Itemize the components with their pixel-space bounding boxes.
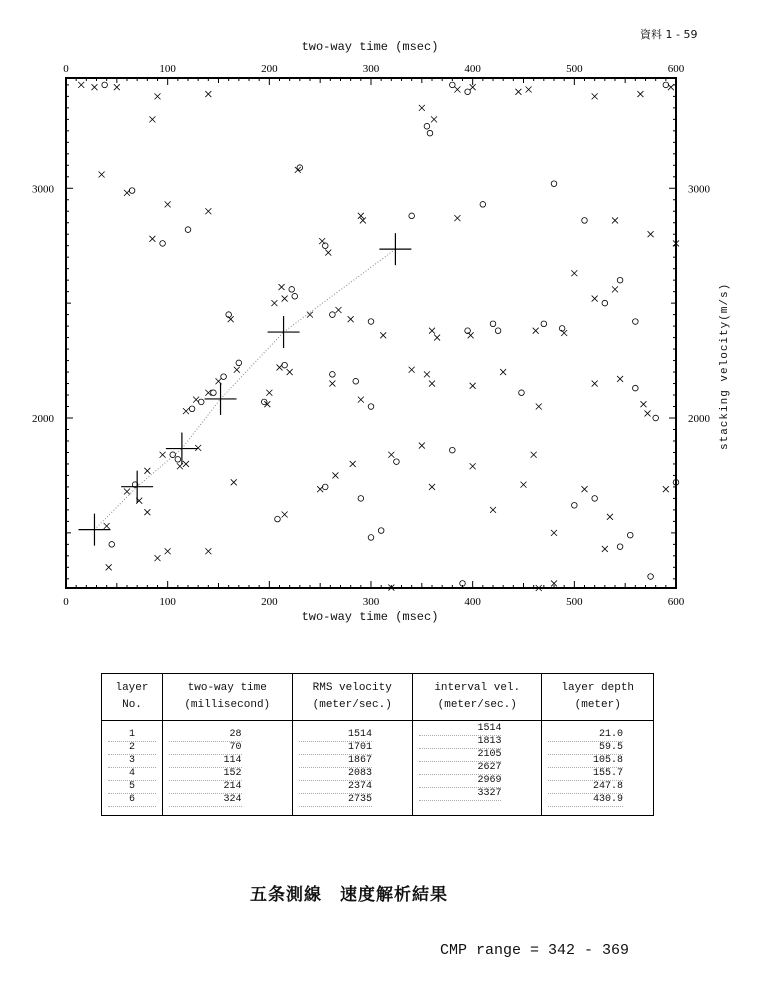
semblance-cross	[612, 286, 618, 292]
velocity-pick-marker	[166, 433, 198, 465]
semblance-cross	[454, 215, 460, 221]
semblance-cross	[307, 312, 313, 318]
semblance-circle	[275, 516, 281, 522]
semblance-circle	[102, 82, 108, 88]
semblance-cross	[332, 472, 338, 478]
semblance-cross	[571, 270, 577, 276]
col-rms-velocity: 1514 1701 1867 2083 2374 2735	[292, 721, 412, 816]
semblance-cross	[388, 452, 394, 458]
semblance-cross	[358, 397, 364, 403]
semblance-cross	[155, 555, 161, 561]
semblance-cross	[114, 84, 120, 90]
semblance-cross	[99, 171, 105, 177]
semblance-cross	[287, 369, 293, 375]
semblance-cross	[663, 486, 669, 492]
x-tick-label-top: 100	[159, 63, 176, 75]
semblance-cross	[144, 509, 150, 515]
x-tick-label-bottom: 500	[566, 596, 583, 608]
picks-trend-line	[94, 249, 395, 529]
semblance-circle	[358, 496, 364, 502]
semblance-circle	[424, 123, 430, 129]
figure-caption: 五条測線 速度解析結果	[250, 885, 448, 905]
semblance-circle	[480, 202, 486, 208]
semblance-cross	[279, 284, 285, 290]
x-tick-label-top: 400	[464, 63, 481, 75]
semblance-cross	[551, 530, 557, 536]
semblance-cross	[329, 381, 335, 387]
semblance-cross	[195, 445, 201, 451]
semblance-cross	[640, 401, 646, 407]
semblance-cross	[295, 167, 301, 173]
semblance-circle	[160, 241, 166, 247]
y-tick-label-right: 3000	[688, 183, 710, 196]
header-layer-depth: layer depth (meter)	[542, 674, 654, 721]
x-tick-label-bottom: 400	[464, 596, 481, 608]
header-two-way-time: two-way time (millisecond)	[163, 674, 293, 721]
semblance-circle	[409, 213, 415, 219]
semblance-cross	[335, 307, 341, 313]
semblance-cross	[521, 482, 527, 488]
semblance-circle	[541, 321, 547, 327]
col-layer-no: 1 2 3 4 5 6	[102, 721, 163, 816]
semblance-circle	[353, 378, 359, 384]
semblance-cross	[429, 328, 435, 334]
semblance-cross	[104, 523, 110, 529]
velocity-picks	[78, 233, 411, 545]
semblance-cross	[193, 397, 199, 403]
x-tick-label-top: 600	[667, 63, 685, 75]
semblance-circle	[648, 574, 654, 580]
bottom-x-axis-title: two-way time (msec)	[301, 610, 439, 624]
semblance-circle	[330, 312, 336, 318]
y-tick-label-left: 2000	[32, 413, 54, 425]
velocity-pick-marker	[268, 316, 300, 348]
semblance-circle	[495, 328, 501, 334]
semblance-circle	[170, 452, 176, 458]
table-header-row	[102, 674, 654, 721]
plot-frame	[66, 78, 676, 588]
semblance-circle	[592, 496, 598, 502]
y-tick-label-left: 3000	[32, 183, 54, 196]
semblance-circle	[109, 542, 115, 548]
semblance-circle	[236, 360, 242, 366]
semblance-cross	[500, 369, 506, 375]
semblance-cross	[470, 463, 476, 469]
semblance-circle	[427, 130, 433, 136]
semblance-circle	[663, 82, 669, 88]
semblance-circle	[572, 502, 578, 508]
semblance-cross	[429, 381, 435, 387]
header-interval-velocity: interval vel. (meter/sec.)	[412, 674, 542, 721]
cmp-range: CMP range = 342 - 369	[440, 942, 630, 959]
table-body-row	[102, 721, 654, 816]
semblance-cross	[78, 82, 84, 88]
semblance-cross	[282, 296, 288, 302]
semblance-cross	[617, 376, 623, 382]
semblance-cross	[234, 367, 240, 373]
semblance-cross	[515, 89, 521, 95]
semblance-cross	[490, 507, 496, 513]
semblance-circle	[394, 459, 400, 465]
semblance-cross	[165, 548, 171, 554]
semblance-circle	[653, 415, 659, 421]
semblance-circle	[633, 385, 639, 391]
semblance-circle	[175, 457, 181, 463]
semblance-circle	[519, 390, 525, 396]
semblance-circle	[602, 300, 608, 306]
semblance-circle	[211, 390, 217, 396]
semblance-cross	[282, 511, 288, 517]
y-tick-label-right: 2000	[688, 413, 710, 425]
semblance-cross	[144, 468, 150, 474]
semblance-circle	[551, 181, 557, 187]
semblance-cross	[468, 332, 474, 338]
picks-trend-segment	[182, 399, 221, 449]
header-layer: layer No.	[102, 674, 163, 721]
semblance-circle	[330, 372, 336, 378]
x-tick-label-bottom: 600	[667, 596, 685, 608]
semblance-cross	[165, 201, 171, 207]
semblance-points	[78, 82, 679, 591]
semblance-cross	[160, 452, 166, 458]
semblance-circle	[378, 528, 384, 534]
col-two-way-time: 28 70 114 152 214 324	[163, 721, 293, 816]
semblance-cross	[231, 479, 237, 485]
semblance-cross	[124, 489, 130, 495]
semblance-circle	[368, 535, 374, 541]
semblance-cross	[205, 208, 211, 214]
semblance-circle	[261, 399, 267, 405]
semblance-cross	[424, 371, 430, 377]
semblance-cross	[526, 86, 532, 92]
velocity-pick-marker	[379, 233, 411, 265]
x-tick-label-top: 300	[362, 63, 380, 75]
semblance-cross	[561, 330, 567, 336]
col-interval-velocity: 1514 1813 2105 2627 2969 3327	[412, 721, 542, 816]
semblance-cross	[637, 91, 643, 97]
semblance-cross	[271, 300, 277, 306]
semblance-circle	[292, 293, 298, 299]
semblance-cross	[582, 486, 588, 492]
col-layer-depth: 21.0 59.5 105.8 155.7 247.8 430.9	[542, 721, 654, 816]
picks-trend-segment	[284, 249, 396, 332]
velocity-pick-marker	[121, 471, 153, 503]
x-tick-label-bottom: 0	[63, 596, 69, 608]
semblance-cross	[266, 390, 272, 396]
semblance-circle	[129, 188, 135, 194]
semblance-cross	[183, 408, 189, 414]
x-tick-label-top: 200	[261, 63, 278, 75]
semblance-cross	[592, 93, 598, 99]
semblance-cross	[183, 461, 189, 467]
picks-trend-segment	[94, 487, 137, 530]
semblance-circle	[490, 321, 496, 327]
semblance-cross	[380, 332, 386, 338]
semblance-cross	[470, 383, 476, 389]
x-tick-label-bottom: 200	[261, 596, 278, 608]
semblance-cross	[470, 84, 476, 90]
semblance-circle	[289, 287, 295, 293]
semblance-cross	[668, 84, 674, 90]
semblance-cross	[106, 564, 112, 570]
semblance-cross	[533, 328, 539, 334]
semblance-circle	[226, 312, 232, 318]
semblance-circle	[627, 532, 633, 538]
page-reference: 資料 1 - 59	[640, 28, 698, 41]
semblance-cross	[350, 461, 356, 467]
semblance-cross	[419, 105, 425, 111]
semblance-cross	[531, 452, 537, 458]
layer-table	[101, 673, 654, 816]
semblance-circle	[185, 227, 191, 233]
x-tick-label-bottom: 100	[159, 596, 176, 608]
tick-marks	[66, 78, 676, 588]
semblance-cross	[612, 217, 618, 223]
semblance-circle	[582, 218, 588, 224]
semblance-cross	[607, 514, 613, 520]
semblance-cross	[434, 335, 440, 341]
x-tick-label-bottom: 300	[362, 596, 380, 608]
x-tick-label-top: 0	[63, 63, 69, 75]
semblance-cross	[155, 93, 161, 99]
semblance-circle	[617, 544, 623, 550]
semblance-cross	[454, 86, 460, 92]
semblance-cross	[228, 316, 234, 322]
semblance-cross	[149, 116, 155, 122]
picks-trend-segment	[221, 332, 284, 399]
semblance-cross	[602, 546, 608, 552]
semblance-cross	[205, 548, 211, 554]
semblance-cross	[325, 250, 331, 256]
y-axis-title: stacking velocity(m/s)	[719, 282, 731, 450]
semblance-cross	[429, 484, 435, 490]
semblance-cross	[205, 91, 211, 97]
x-tick-label-top: 500	[566, 63, 583, 75]
tick-labels	[32, 63, 711, 608]
semblance-circle	[559, 326, 565, 332]
semblance-cross	[645, 410, 651, 416]
semblance-cross	[648, 231, 654, 237]
semblance-circle	[617, 277, 623, 283]
semblance-circle	[282, 362, 288, 368]
semblance-cross	[91, 84, 97, 90]
semblance-circle	[322, 484, 328, 490]
header-rms-velocity: RMS velocity (meter/sec.)	[292, 674, 412, 721]
semblance-circle	[368, 404, 374, 410]
semblance-cross	[277, 364, 283, 370]
semblance-circle	[198, 399, 204, 405]
semblance-cross	[431, 116, 437, 122]
semblance-cross	[419, 443, 425, 449]
semblance-cross	[409, 367, 415, 373]
semblance-cross	[536, 404, 542, 410]
semblance-circle	[189, 406, 195, 412]
semblance-cross	[149, 236, 155, 242]
top-x-axis-title: two-way time (msec)	[301, 40, 439, 54]
semblance-cross	[348, 316, 354, 322]
semblance-circle	[368, 319, 374, 325]
semblance-circle	[633, 319, 639, 325]
semblance-cross	[592, 296, 598, 302]
semblance-circle	[450, 447, 456, 453]
semblance-cross	[592, 381, 598, 387]
